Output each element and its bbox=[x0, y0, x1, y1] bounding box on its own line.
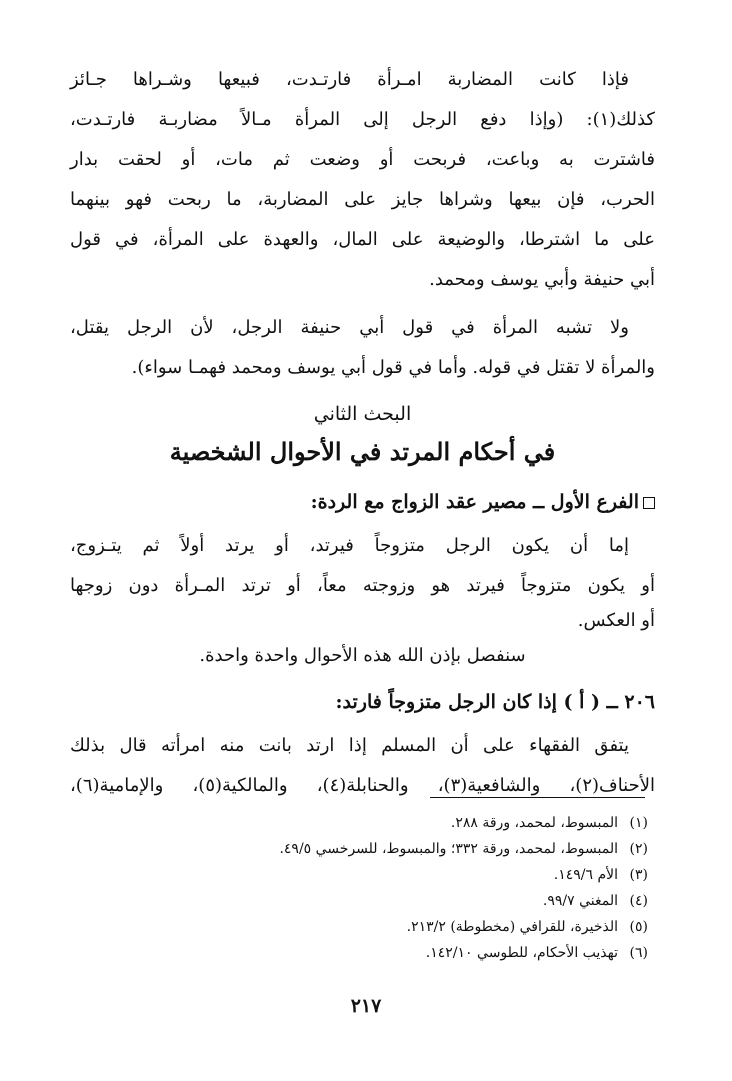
footnote-item bbox=[230, 888, 648, 914]
paragraph-numbered bbox=[70, 726, 655, 806]
text-line: يتفق الفقهاء على أن المسلم إذا ارتد بانت منه امرأته قال بذلك bbox=[70, 735, 629, 756]
text-line: ولا تشبه المرأة في قول أبي حنيفة الرجل، لأن الرجل يقتل، bbox=[70, 317, 629, 338]
footnote-text: الأم ١٤٩/٦. bbox=[553, 867, 618, 883]
section-label: البحث الثاني bbox=[313, 403, 412, 425]
text-line: فاشترت به وباعت، فربحت أو وضعت ثم مات، أو لحقت بدار bbox=[70, 149, 655, 170]
paragraph-woman-comparison bbox=[70, 308, 655, 388]
footnote-item bbox=[230, 836, 648, 862]
footnote-number: (٦) bbox=[629, 945, 648, 961]
footnote-divider bbox=[430, 797, 645, 798]
branch-heading bbox=[70, 482, 655, 522]
paragraph-branch bbox=[70, 526, 655, 636]
footnote-number: (٣) bbox=[629, 867, 648, 883]
footnote-number: (٤) bbox=[629, 893, 648, 909]
footnote-text: المبسوط، لمحمد، ورقة ٢٨٨. bbox=[450, 815, 618, 831]
numbered-heading: ٢٠٦ ــ ( أ ) إذا كان الرجل متزوجاً فارتد: bbox=[335, 691, 655, 713]
text-line: أو العكس. bbox=[577, 610, 655, 631]
text-line: على ما اشترطا، والوضيعة على المال، والعهدة على المرأة، في قول bbox=[70, 229, 655, 250]
footnote-item bbox=[230, 862, 648, 888]
branch-heading-text: الفرع الأول ــ مصير عقد الزواج مع الردة: bbox=[310, 491, 639, 513]
footnote-text: المغني ٩٩/٧. bbox=[542, 893, 618, 909]
footnote-number: (٥) bbox=[629, 919, 648, 935]
footnote-item bbox=[230, 940, 648, 966]
page-body bbox=[70, 60, 655, 814]
footnote-text: المبسوط، لمحمد، ورقة ٣٣٢؛ والمبسوط، للسرخسي ٤٩/٥. bbox=[279, 841, 618, 857]
text-line: كذلك(١): (وإذا دفع الرجل إلى المرأة مـالاً مضاربـة فارتـدت، bbox=[70, 109, 655, 130]
footnote-item bbox=[230, 810, 648, 836]
branch-note: سنفصل بإذن الله هذه الأحوال واحدة واحدة. bbox=[199, 645, 526, 666]
footnote-number: (٢) bbox=[629, 841, 648, 857]
section-title: في أحكام المرتد في الأحوال الشخصية bbox=[169, 437, 556, 466]
text-line: أو يكون متزوجاً فيرتد هو وزوجته معاً، أو ترتد المـرأة دون زوجها bbox=[70, 575, 655, 596]
square-bullet-icon bbox=[643, 497, 655, 509]
text-line: والمرأة لا تقتل في قوله. وأما في قول أبي يوسف ومحمد فهمـا سواء). bbox=[131, 357, 655, 378]
text-line: الحرب، فإن بيعها وشراها جايز على المضاربة، ما ربحت فهو بينهما bbox=[70, 189, 655, 210]
footnotes-list bbox=[230, 810, 648, 966]
footnote-item bbox=[230, 914, 648, 940]
page-number: ٢١٧ bbox=[350, 995, 382, 1017]
text-line: إما أن يكون الرجل متزوجاً فيرتد، أو يرتد أولاً ثم يتـزوج، bbox=[70, 535, 629, 556]
text-line: الأحناف(٢)، والشافعية(٣)، والحنابلة(٤)، والمالكية(٥)، والإمامية(٦)، bbox=[70, 775, 656, 796]
footnote-text: الذخيرة، للقرافي (مخطوطة) ٢١٣/٢. bbox=[406, 919, 618, 935]
footnote-text: تهذيب الأحكام، للطوسي ١٤٢/١٠. bbox=[425, 945, 618, 961]
text-line: أبي حنيفة وأبي يوسف ومحمد. bbox=[429, 269, 655, 290]
paragraph-mudaraba bbox=[70, 60, 655, 300]
text-line: فإذا كانت المضاربة امـرأة فارتـدت، فبيعها وشـراها جـائز bbox=[70, 69, 629, 90]
footnote-number: (١) bbox=[629, 815, 648, 831]
